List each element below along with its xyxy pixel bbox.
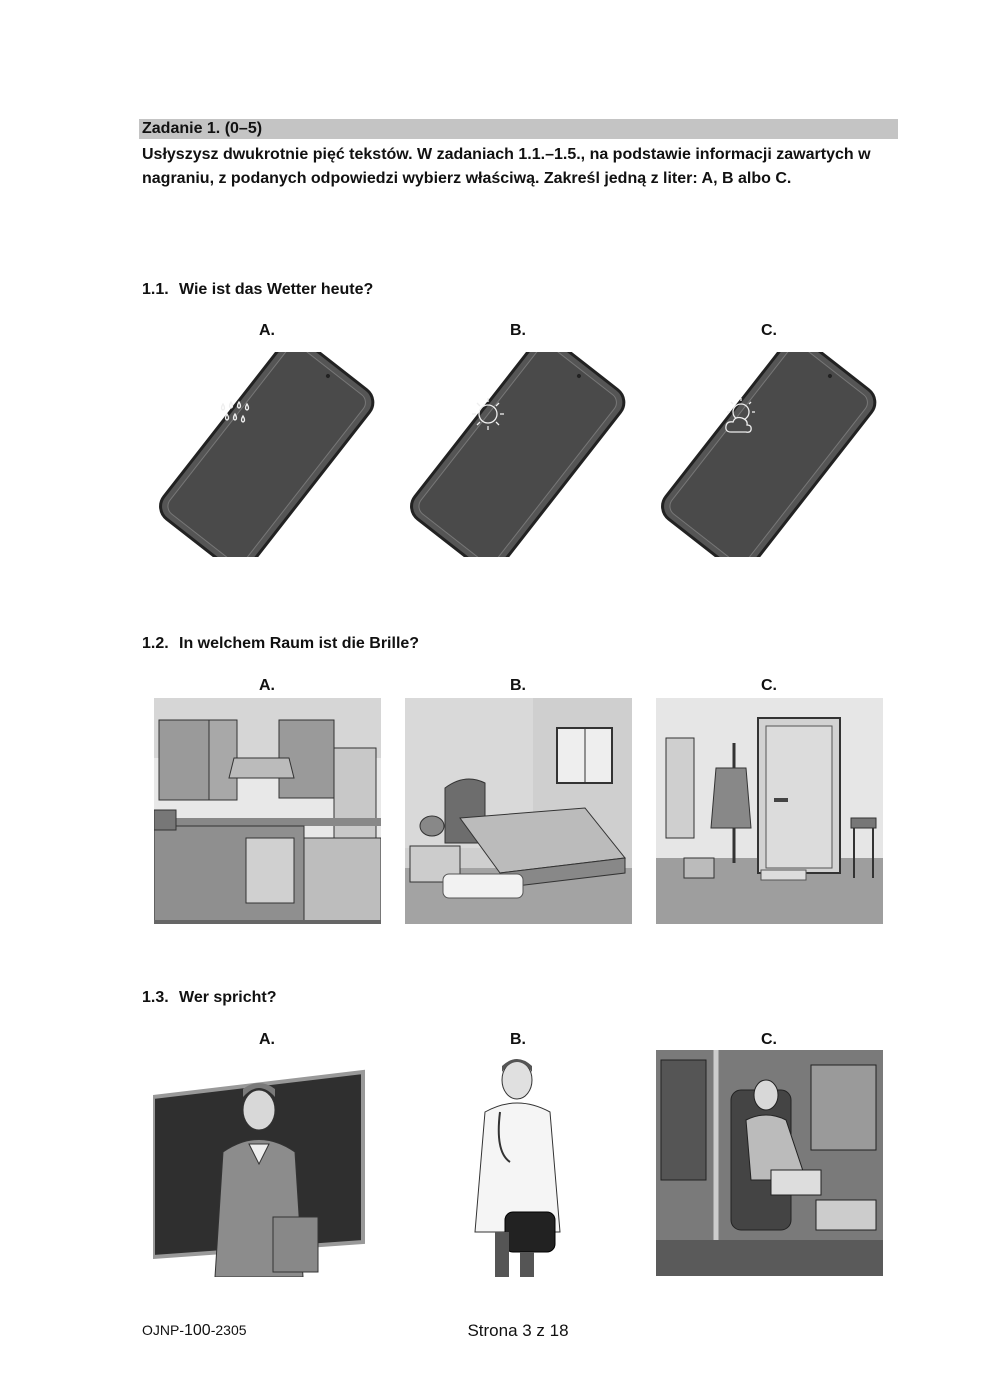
question-1-3 bbox=[142, 988, 277, 1008]
kitchen-picture bbox=[154, 698, 381, 924]
option-a-label[interactable]: A. bbox=[259, 1031, 275, 1048]
question-number: 1.2. bbox=[142, 635, 169, 652]
question-text: In welchem Raum ist die Brille? bbox=[179, 635, 420, 652]
phone-sun-cloud-picture bbox=[657, 352, 882, 557]
question-text: Wie ist das Wetter heute? bbox=[179, 281, 374, 298]
option-b-label[interactable]: B. bbox=[510, 1031, 526, 1048]
page-number: Strona 3 z 18 bbox=[467, 1321, 569, 1340]
teacher-picture bbox=[153, 1052, 367, 1277]
code-prefix: OJNP- bbox=[142, 1322, 184, 1338]
question-number: 1.1. bbox=[142, 281, 169, 298]
phone-sun-picture bbox=[406, 352, 631, 557]
question-text: Wer spricht? bbox=[179, 989, 277, 1006]
question-1-2 bbox=[142, 634, 419, 654]
task-header: Zadanie 1. (0–5) bbox=[139, 119, 898, 139]
option-a-label[interactable]: A. bbox=[259, 677, 275, 694]
task-instructions: Usłyszysz dwukrotnie pięć tekstów. W zadaniach 1.1.–1.5., na podstawie informacji zawartych w nagraniu, z podanych odpowiedzi wybierz właściwą. Zakreśl jedną z liter: A, B albo C. bbox=[142, 146, 871, 187]
bedroom-picture bbox=[405, 698, 632, 924]
question-1-1 bbox=[142, 280, 373, 300]
code-mid: 100 bbox=[184, 1322, 211, 1339]
doctor-picture bbox=[470, 1052, 565, 1277]
option-c-label[interactable]: C. bbox=[761, 677, 777, 694]
code-suffix: -2305 bbox=[210, 1322, 247, 1338]
phone-rain-picture bbox=[155, 352, 380, 557]
option-a-label[interactable]: A. bbox=[259, 322, 275, 339]
option-b-label[interactable]: B. bbox=[510, 322, 526, 339]
option-c-label[interactable]: C. bbox=[761, 322, 777, 339]
option-b-label[interactable]: B. bbox=[510, 677, 526, 694]
question-number: 1.3. bbox=[142, 989, 169, 1006]
option-c-label[interactable]: C. bbox=[761, 1031, 777, 1048]
bus-driver-picture bbox=[656, 1050, 883, 1276]
hallway-picture bbox=[656, 698, 883, 924]
